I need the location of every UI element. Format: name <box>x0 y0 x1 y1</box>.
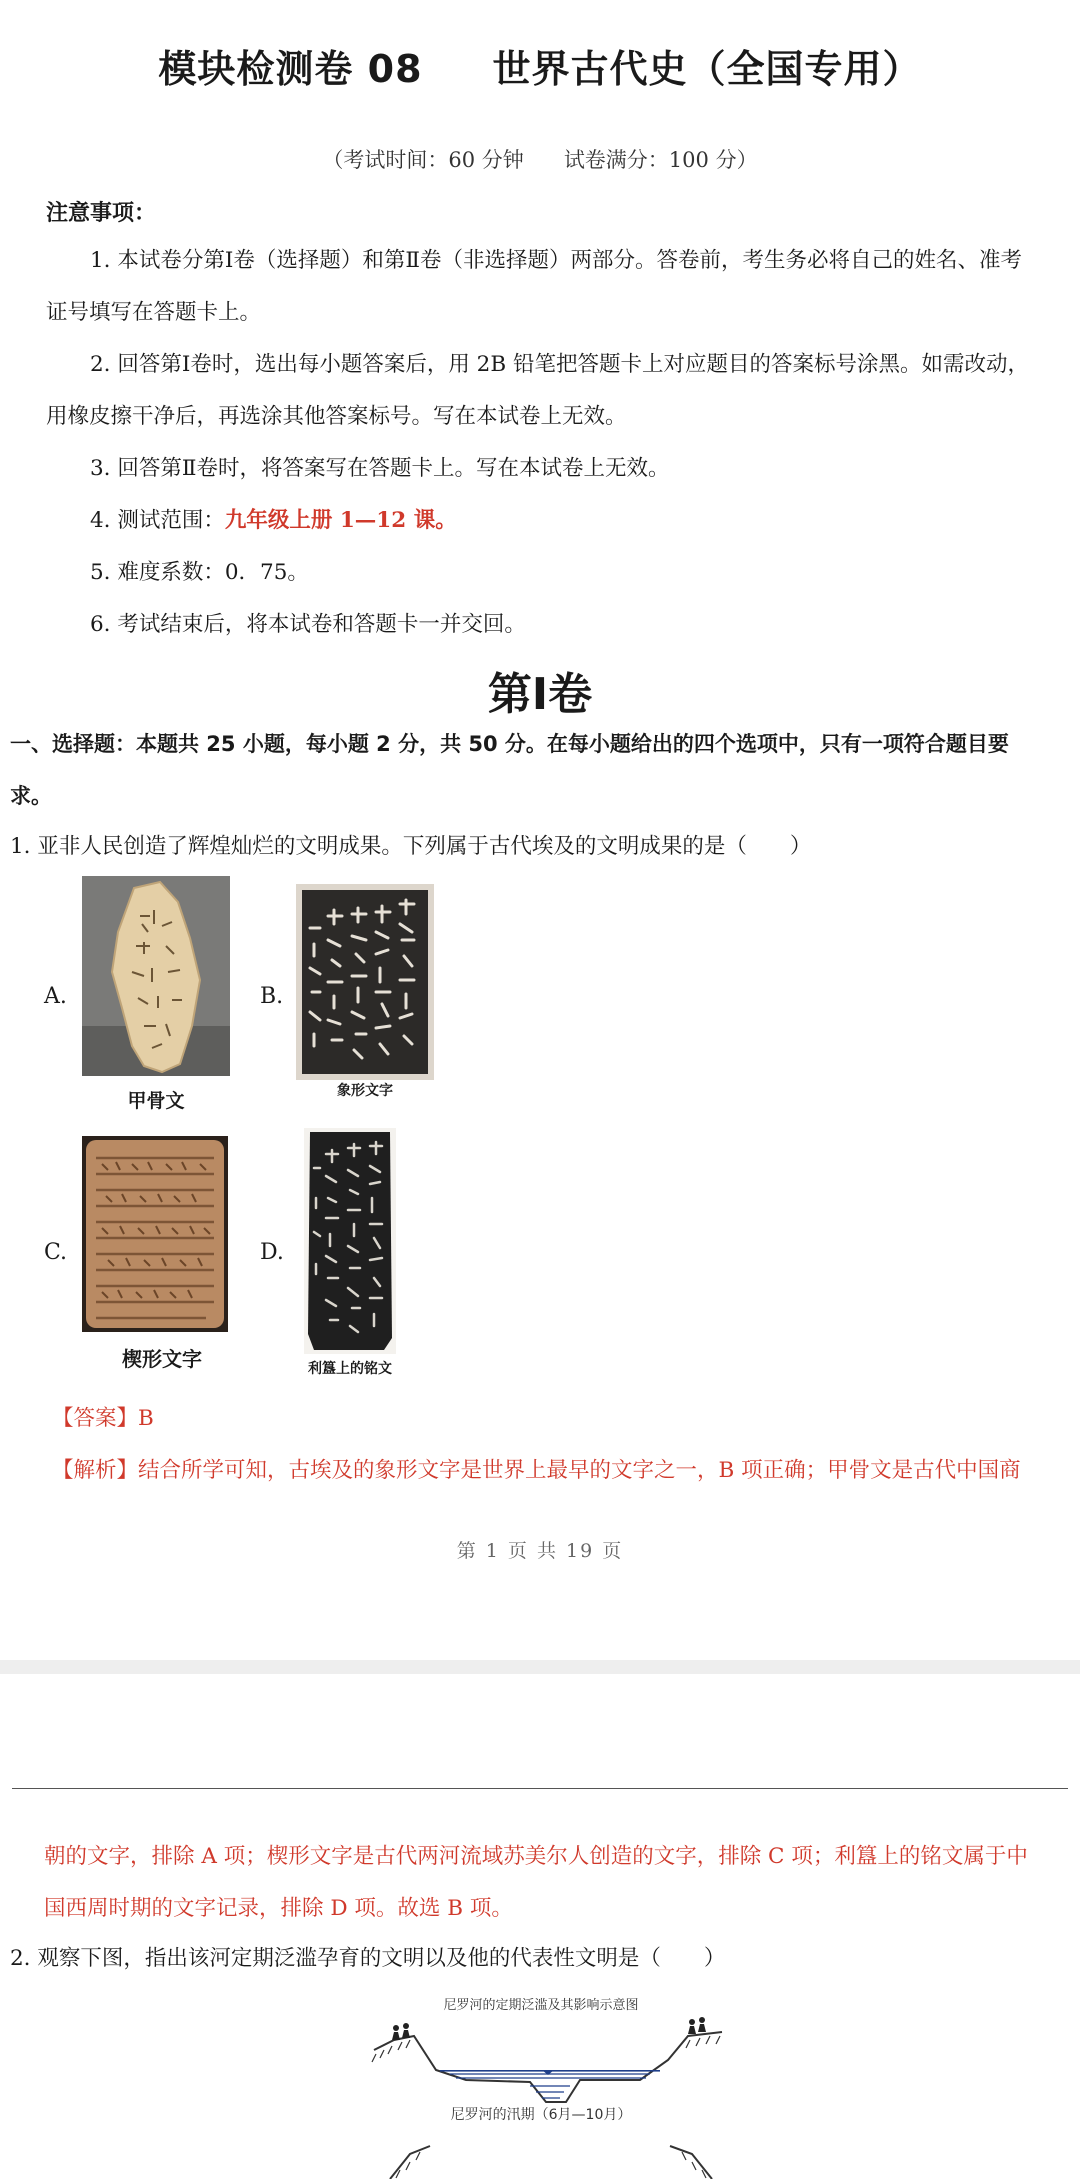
page-break <box>0 1660 1080 1674</box>
nile-flood-diagram <box>370 2010 730 2118</box>
q1-option-d-letter: D. <box>260 1240 284 1265</box>
notice-item-2: 2. 回答第Ⅰ卷时，选出每小题答案后，用 2B 铅笔把答题卡上对应题目的答案标号涂黑。如需改动， <box>90 352 1029 377</box>
notice-item-1-cont: 证号填写在答题卡上。 <box>46 300 262 325</box>
notice-item-1: 1. 本试卷分第Ⅰ卷（选择题）和第Ⅱ卷（非选择题）两部分。答卷前，考生务必将自己的姓名、准考 <box>90 248 1022 273</box>
section-title: 第Ⅰ卷 <box>487 669 593 720</box>
exam-time: （考试时间：60 分钟 <box>322 148 524 172</box>
q2-figure-label: 尼罗河的汛期（6月—10月） <box>450 2107 632 2123</box>
li-gui-inscription-image <box>304 1128 396 1354</box>
notice-item-6: 6. 考试结束后，将本试卷和答题卡一并交回。 <box>90 612 526 637</box>
test-scope-highlight: 九年级上册 1—12 课。 <box>224 508 457 533</box>
nile-flood-diagram-lower <box>370 2140 730 2179</box>
notice-heading: 注意事项： <box>46 201 157 226</box>
notice-item-2-cont: 用橡皮擦干净后，再选涂其他答案标号。写在本试卷上无效。 <box>46 404 627 429</box>
q1-answer: 【答案】B <box>52 1406 154 1431</box>
page-number: 第 1 页 共 19 页 <box>456 1540 624 1562</box>
oracle-bone-image <box>82 876 230 1076</box>
title-left: 模块检测卷 08 <box>158 47 423 91</box>
paper-title <box>0 38 1080 93</box>
notice-item-4: 4. 测试范围：九年级上册 1—12 课。 <box>90 508 457 533</box>
q2-figure-title: 尼罗河的定期泛滥及其影响示意图 <box>443 1998 639 2013</box>
q1-option-c-letter: C. <box>44 1240 68 1265</box>
notice-item-3: 3. 回答第Ⅱ卷时，将答案写在答题卡上。写在本试卷上无效。 <box>90 456 670 481</box>
q1-option-c-caption: 楔形文字 <box>122 1347 202 1371</box>
q1-option-a-caption: 甲骨文 <box>127 1090 185 1112</box>
exam-score: 试卷满分：100 分） <box>563 148 758 172</box>
q2-stem: 2. 观察下图，指出该河定期泛滥孕育的文明以及他的代表性文明是（ ） <box>10 1946 726 1971</box>
hieroglyph-rubbing-image <box>296 884 434 1080</box>
q1-analysis-cont-1: 朝的文字，排除 A 项；楔形文字是古代两河流域苏美尔人创造的文字，排除 C 项；利簋上的铭文属于中 <box>44 1844 1028 1869</box>
q1-analysis: 【解析】结合所学可知，古埃及的象形文字是世界上最早的文字之一，B 项正确；甲骨文是古代中国商 <box>52 1458 1021 1483</box>
header-rule <box>12 1788 1068 1789</box>
q1-option-d-caption: 利簋上的铭文 <box>308 1361 392 1377</box>
q1-option-b-caption: 象形文字 <box>337 1083 393 1099</box>
notice-item-5: 5. 难度系数：0．75。 <box>90 560 309 585</box>
title-right: 世界古代史（全国专用） <box>492 47 922 91</box>
q1-option-b-letter: B. <box>260 984 284 1009</box>
q1-stem: 1. 亚非人民创造了辉煌灿烂的文明成果。下列属于古代埃及的文明成果的是（ ） <box>10 834 812 859</box>
q1-option-a-letter: A. <box>44 984 67 1009</box>
exam-meta <box>0 144 1080 174</box>
cuneiform-tablet-image <box>82 1136 228 1332</box>
section-instructions-cont: 求。 <box>10 784 52 808</box>
q1-analysis-cont-2: 国西周时期的文字记录，排除 D 项。故选 B 项。 <box>44 1896 513 1921</box>
section-instructions: 一、选择题：本题共 25 小题，每小题 2 分，共 50 分。在每小题给出的四个选项中，只有一项符合题目要 <box>10 732 1009 756</box>
